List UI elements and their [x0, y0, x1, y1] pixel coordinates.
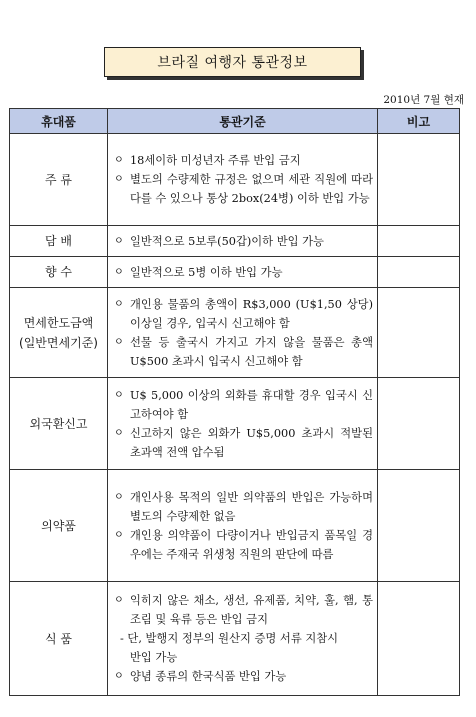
category-cell: 식 품 [10, 582, 108, 696]
bullet-mark: ㅇ [114, 235, 124, 247]
header-category: 휴대품 [10, 109, 108, 134]
bullet-mark: ㅇ [114, 298, 124, 310]
criteria-cell [108, 226, 378, 257]
table-header-row [10, 109, 460, 134]
table-row-foreign-currency [10, 378, 460, 470]
bullet-mark: ㅇ [114, 336, 124, 348]
bullet-mark: ㅇ [114, 266, 124, 278]
remarks-cell [378, 288, 460, 378]
list-item: ㅇ 선물 등 출국시 가지고 가지 않을 물품은 총액 U$500 초과시 입국시 신고해야 함 [114, 333, 373, 371]
list-item: ㅇ U$ 5,000 이상의 외화를 휴대할 경우 입국시 신고하여야 함 [114, 386, 373, 424]
bullet-mark: ㅇ [114, 427, 124, 439]
criteria-cell [108, 134, 378, 226]
criteria-cell [108, 582, 378, 696]
table-row-food [10, 582, 460, 696]
table-row-perfume [10, 257, 460, 288]
document-title [104, 47, 361, 77]
bullet-mark: ㅇ [114, 174, 124, 185]
list-item: ㅇ 개인용 물품의 총액이 R$3,000 (U$1,50 상당) 이상일 경우, 입국시 신고해야 함 [114, 295, 373, 333]
remarks-cell [378, 257, 460, 288]
remarks-cell [378, 226, 460, 257]
list-item: ㅇ 개인용 의약품이 다량이거나 반입금지 품목일 경우에는 주재국 위생청 직원의 판단에 따름 [114, 526, 373, 564]
list-item: ㅇ 일반적으로 5보루(50갑)이하 반입 가능 [114, 232, 373, 251]
remarks-cell [378, 378, 460, 470]
remarks-cell [378, 470, 460, 582]
bullet-mark: ㅇ [114, 595, 124, 606]
table-row-liquor [10, 134, 460, 226]
note-line: - 단, 발행지 정부의 원산지 증명 서류 지참시 [120, 632, 339, 645]
list-item: ㅇ 익히지 않은 채소, 생선, 유제품, 치약, 훌, 햄, 통조림 및 육류 등은 반입 금지 [114, 591, 373, 629]
category-cell: 향 수 [10, 257, 108, 288]
criteria-cell [108, 288, 378, 378]
bullet-mark: ㅇ [114, 529, 124, 541]
bullet-mark: ㅇ [114, 671, 124, 682]
list-item: ㅇ 일반적으로 5병 이하 반입 가능 [114, 263, 373, 282]
category-line: (일반면세기준) [19, 335, 98, 350]
category-line: 면세한도금액 [23, 315, 94, 330]
list-item: ㅇ 별도의 수량제한 규정은 없으며 세관 직원에 따라 다를 수 있으나 통상 2box(24병) 이하 반입 가능 [114, 170, 373, 208]
category-cell: 주 류 [10, 134, 108, 226]
note-line: 반입 가능 [130, 651, 178, 664]
table-row-duty-free-limit [10, 288, 460, 378]
category-cell: 외국환신고 [10, 378, 108, 470]
list-item: ㅇ 18세이하 미성년자 주류 반입 금지 [114, 151, 373, 170]
criteria-cell [108, 470, 378, 582]
list-item: ㅇ 개인사용 목적의 일반 의약품의 반입은 가능하며 별도의 수량제한 없음 [114, 488, 373, 526]
header-criteria: 통관기준 [108, 109, 378, 134]
list-item: ㅇ 양념 종류의 한국식품 반입 가능 [114, 667, 373, 686]
as-of-date: 2010년 7월 현재 [383, 94, 464, 106]
document-title-text: 브라질 여행자 통관정보 [157, 55, 308, 71]
customs-info-table [9, 108, 460, 696]
criteria-cell [108, 378, 378, 470]
remarks-cell [378, 134, 460, 226]
bullet-mark: ㅇ [114, 491, 124, 503]
list-item: ㅇ 신고하지 않은 외화가 U$5,000 초과시 적발된 초과액 전액 압수됨 [114, 424, 373, 462]
category-cell [10, 288, 108, 378]
bullet-mark: ㅇ [114, 155, 124, 166]
remarks-cell [378, 582, 460, 696]
table-row-medicine [10, 470, 460, 582]
criteria-cell [108, 257, 378, 288]
table-row-tobacco [10, 226, 460, 257]
bullet-mark: ㅇ [114, 389, 124, 401]
category-cell: 담 배 [10, 226, 108, 257]
category-cell: 의약품 [10, 470, 108, 582]
header-remarks: 비고 [378, 109, 460, 134]
